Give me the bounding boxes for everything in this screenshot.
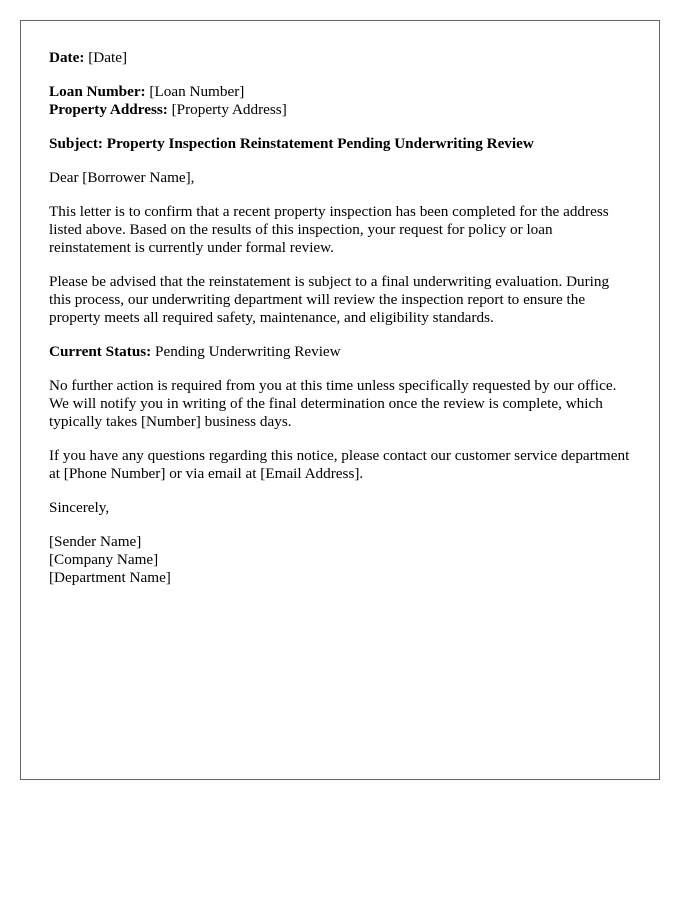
date-line <box>49 49 631 67</box>
closing: Sincerely, <box>49 499 110 516</box>
loan-number-value: [Loan Number] <box>145 83 245 100</box>
date-value: [Date] <box>84 49 128 66</box>
property-address-value: [Property Address] <box>167 101 287 118</box>
property-address-label: Property Address: <box>49 101 168 118</box>
body-paragraph-2: Please be advised that the reinstatement is subject to a final underwriting evaluation. During this process, our underwriting department will review the inspection report to ensure the property meets all required safety, maintenance, and eligibility standards. <box>49 273 610 326</box>
company-name: [Company Name] <box>49 551 159 568</box>
loan-info-block <box>49 83 631 119</box>
property-address-line <box>49 101 287 118</box>
loan-number-label: Loan Number: <box>49 83 146 100</box>
status-label: Current Status: <box>49 343 152 360</box>
letter-document <box>20 20 660 780</box>
sender-name: [Sender Name] <box>49 533 142 550</box>
body-paragraph-3: No further action is required from you at this time unless specifically requested by our office. We will notify you in writing of the final determination once the review is complete, which typically takes [Number] business days. <box>49 377 617 430</box>
subject-line <box>49 135 631 153</box>
department-name: [Department Name] <box>49 569 171 586</box>
salutation: Dear [Borrower Name], <box>49 169 195 186</box>
status-value: Pending Underwriting Review <box>151 343 341 360</box>
body-paragraph-4: If you have any questions regarding this notice, please contact our customer service department at [Phone Number] or via email at [Email Address]. <box>49 447 630 482</box>
date-label: Date: <box>49 49 85 66</box>
current-status-line <box>49 343 631 361</box>
loan-number-line <box>49 83 244 100</box>
subject-text: Subject: Property Inspection Reinstatement Pending Underwriting Review <box>49 135 534 152</box>
signature-block <box>49 533 631 587</box>
body-paragraph-1: This letter is to confirm that a recent property inspection has been completed for the address listed above. Based on the results of this inspection, your request for policy or loan reinstatement is currently under formal review. <box>49 203 609 256</box>
